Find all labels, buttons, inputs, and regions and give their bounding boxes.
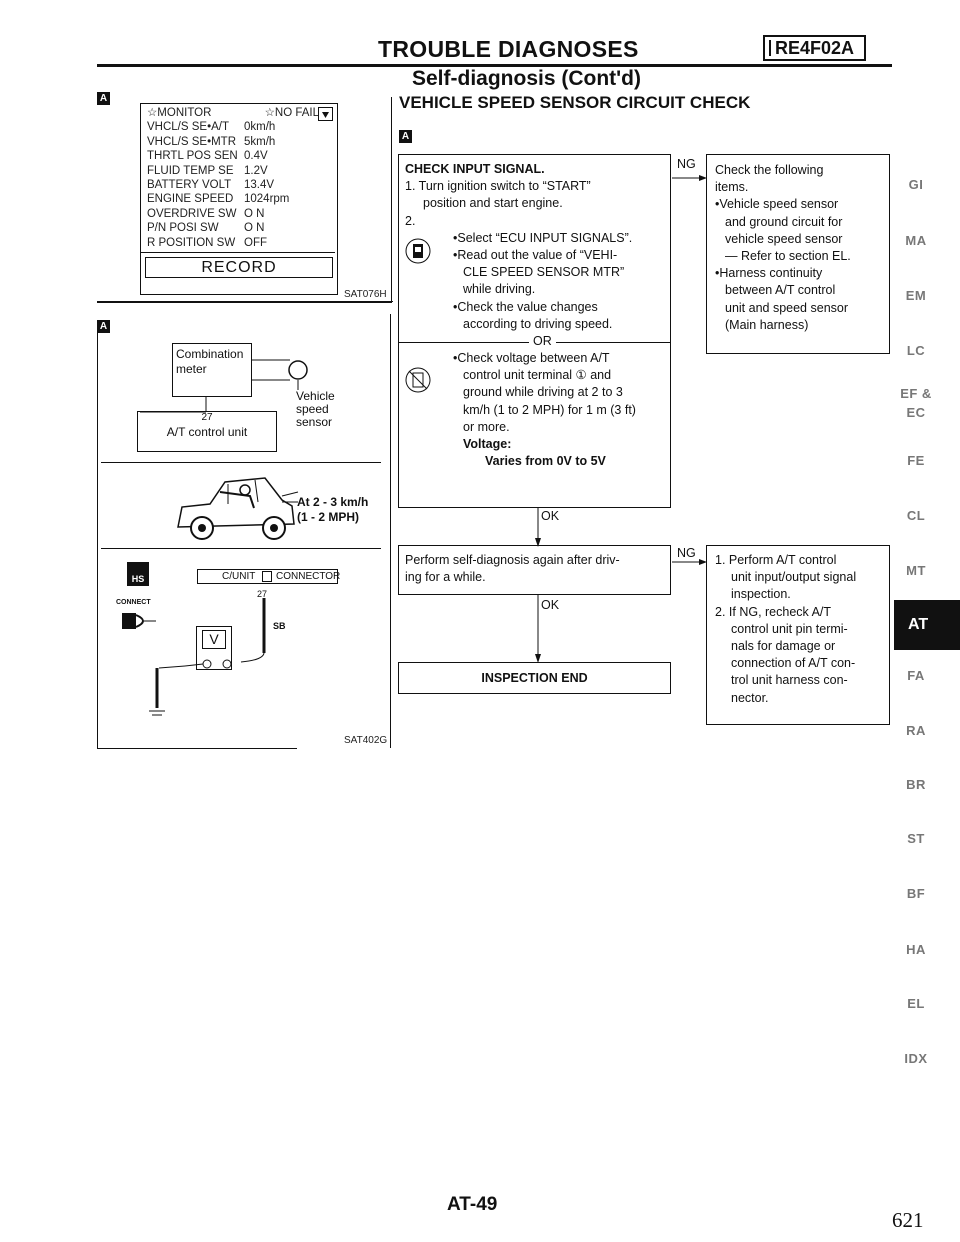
ng-check-items-box: Check the following items. • Vehicle speed sensor and ground circuit for vehicle speed sensor — Refer to section EL. • Harness continuity between A/T control unit and speed sensor (Main harness)	[706, 154, 890, 354]
monitor-row-value: 13.4V	[244, 179, 275, 192]
badge-a-icon: A	[399, 130, 412, 143]
vehicle-speed-sensor-label: Vehicle speed sensor	[296, 389, 335, 429]
record-button: RECORD	[145, 257, 333, 278]
wire-color-label: SB	[273, 621, 286, 631]
monitor-row	[147, 178, 292, 192]
ng-perform-inspection-box: 1. Perform A/T control unit input/output signal inspection. 2. If NG, recheck A/T control unit pin termi- nals for damage or connection of A/T con- trol unit harness con- nector.	[706, 545, 890, 725]
cunit-connector	[197, 569, 341, 584]
connector-latch-icon	[262, 571, 272, 582]
model-code-badge: RE4F02A	[763, 35, 866, 61]
combination-meter-box: Combination meter	[172, 343, 252, 397]
monitor-row	[147, 164, 292, 178]
panel-divider	[97, 301, 393, 302]
check-input-signal-box: CHECK INPUT SIGNAL. 1. Turn ignition switch to “START” position and start engine. 2. • Select “ECU INPUT SIGNALS”. • Read out the value of “VEHI- CLE SPEED SENSOR MTR” while driving. • Check the value changes according to driving speed. OR • Check voltage between A/T control unit terminal ① and ground while driving at 2 to 3 km/h (1 to 2 MPH) for 1 m (3 ft) or more. Voltage: Varies from 0V to 5V	[398, 154, 671, 508]
section-tab-br: BR	[906, 777, 926, 792]
monitor-row-value: OFF	[244, 236, 267, 249]
monitor-row	[147, 221, 292, 235]
no-tools-icon	[404, 366, 432, 394]
section-tab-ma: MA	[905, 233, 927, 248]
section-tab-at: AT	[894, 600, 960, 650]
monitor-row-value: O N	[244, 222, 265, 235]
monitor-row-label: THRTL POS SEN	[147, 150, 238, 163]
monitor-row-label: R POSITION SW	[147, 236, 236, 249]
section-tab-mt: MT	[906, 563, 926, 578]
section-tab-lc: LC	[906, 343, 926, 358]
section-tab-idx: IDX	[904, 1051, 928, 1066]
monitor-row-label: BATTERY VOLT	[147, 179, 232, 192]
monitor-divider	[141, 252, 335, 253]
hs-tester-icon: HS	[127, 562, 149, 586]
monitor-row-label: VHCL/S SE•MTR	[147, 135, 237, 148]
ng-arrow-1	[671, 150, 707, 190]
monitor-row	[147, 207, 292, 221]
monitor-row-value: O N	[244, 207, 265, 220]
badge-a-icon: A	[97, 92, 110, 105]
section-tab-st: ST	[907, 831, 925, 846]
monitor-row-value: 0km/h	[244, 121, 276, 134]
ng-label-2: NG	[677, 546, 696, 560]
monitor-row	[147, 192, 292, 206]
monitor-row-label: P/N POSI SW	[147, 222, 219, 235]
figure-code-monitor: SAT076H	[344, 289, 387, 300]
section-tab-ef: EF &	[900, 386, 932, 401]
monitor-row-value: 1.2V	[244, 164, 268, 177]
ok-label-1: OK	[541, 509, 560, 523]
monitor-row-label: ENGINE SPEED	[147, 193, 234, 206]
connect-label: CONNECT	[116, 599, 151, 606]
diagram-divider	[101, 548, 381, 549]
car-illustration-icon	[170, 472, 300, 542]
panel-border-right	[390, 314, 391, 748]
diagram-divider	[101, 462, 381, 463]
monitor-row-label: FLUID TEMP SE	[147, 164, 234, 177]
monitor-header-left: ☆MONITOR	[147, 107, 212, 119]
monitor-rows	[147, 120, 330, 250]
monitor-row	[147, 236, 292, 250]
panel-border-bottom	[97, 748, 297, 749]
monitor-header-right: ☆NO FAIL	[264, 107, 319, 119]
scroll-down-icon	[318, 107, 333, 121]
ng-label-1: NG	[677, 157, 696, 171]
monitor-row-value: 0.4V	[244, 150, 268, 163]
monitor-row	[147, 120, 292, 134]
monitor-text	[147, 106, 330, 250]
connector-label: CONNECTOR	[276, 571, 341, 582]
section-tab-cl: CL	[906, 508, 926, 523]
monitor-row	[147, 149, 292, 163]
connector-pin: 27	[257, 589, 268, 599]
section-tab-gi: GI	[908, 177, 924, 192]
page-header-title: TROUBLE DIAGNOSES	[378, 36, 639, 62]
at-control-unit-box	[137, 411, 277, 452]
or-divider: OR	[405, 333, 664, 350]
check-title: CHECK INPUT SIGNAL.	[405, 162, 545, 176]
at-control-unit-label: A/T control unit	[166, 425, 248, 439]
page-label: AT-49	[447, 1194, 498, 1215]
section-tab-ha: HA	[906, 942, 926, 957]
perform-self-diagnosis-box: Perform self-diagnosis again after driv- ing for a while.	[398, 545, 671, 595]
meter-wiring	[145, 598, 275, 723]
section-title: VEHICLE SPEED SENSOR CIRCUIT CHECK	[399, 93, 751, 112]
figure-code-diagram: SAT402G	[344, 735, 388, 746]
section-tab-fe: FE	[907, 453, 925, 468]
page-subtitle: Self-diagnosis (Cont'd)	[412, 67, 641, 90]
page-number: 621	[892, 1208, 924, 1232]
section-tab-ec: EC	[906, 405, 926, 420]
speed-note: At 2 - 3 km/h (1 - 2 MPH)	[297, 495, 369, 524]
consult-tester-icon	[404, 237, 432, 265]
panel-border-left	[97, 329, 98, 748]
cunit-label: C/UNIT	[222, 571, 256, 582]
monitor-row-label: OVERDRIVE SW	[147, 207, 237, 220]
section-tab-fa: FA	[907, 668, 925, 683]
inspection-end-box: INSPECTION END	[398, 662, 671, 694]
terminal-number: 27	[201, 412, 213, 423]
section-tab-el: EL	[907, 996, 925, 1011]
section-tab-ra: RA	[906, 723, 926, 738]
ng-arrow-2	[671, 540, 707, 580]
monitor-row-value: 1024rpm	[244, 193, 290, 206]
monitor-row-label: VHCL/S SE•A/T	[147, 121, 229, 134]
monitor-row	[147, 135, 292, 149]
section-tab-bf: BF	[906, 886, 926, 901]
badge-a-icon: A	[97, 320, 110, 333]
ok-label-2: OK	[541, 598, 560, 612]
voltmeter-icon: V	[196, 626, 232, 670]
section-tab-em: EM	[905, 288, 927, 303]
monitor-row-value: 5km/h	[244, 135, 276, 148]
